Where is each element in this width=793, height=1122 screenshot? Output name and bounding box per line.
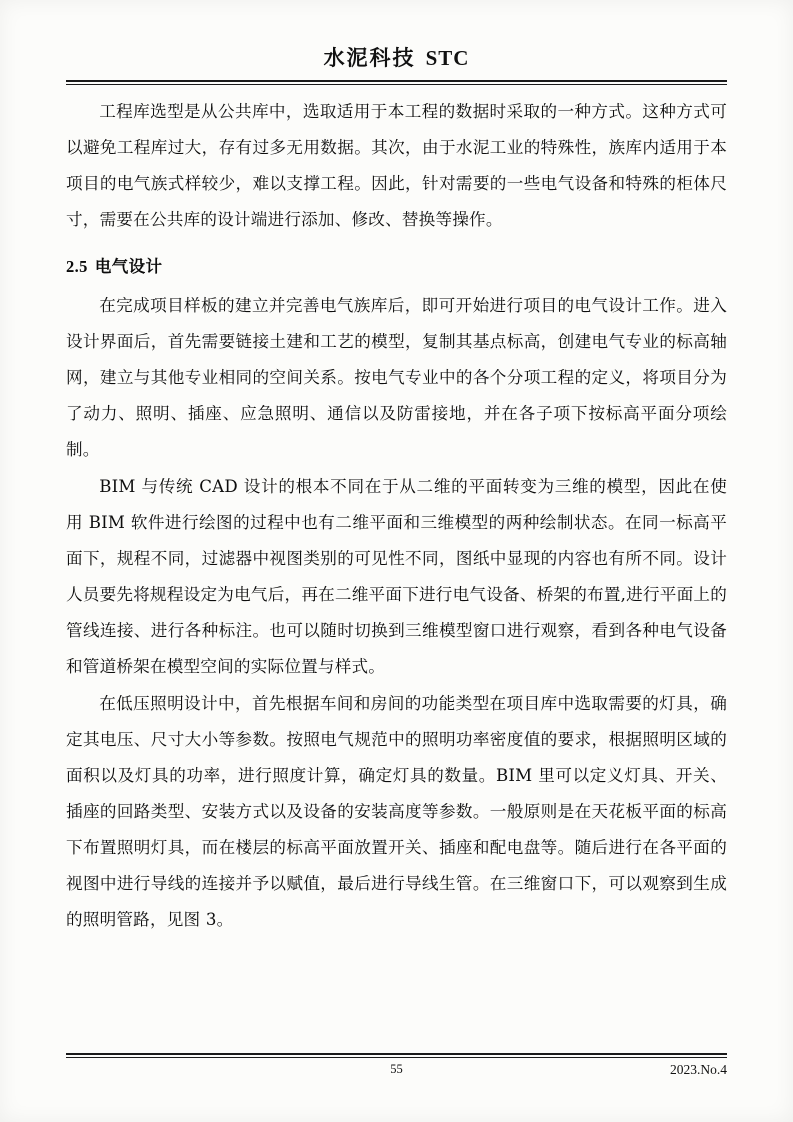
page-number: 55 [390,1062,403,1076]
section-heading [66,250,727,284]
section-title: 电气设计 [94,257,163,276]
paragraph: BIM 与传统 CAD 设计的根本不同在于从二维的平面转变为三维的模型，因此在使用 BIM 软件进行绘图的过程中也有二维平面和三维模型的两种绘制状态。在同一标高平面下，规程不同，过滤器中视图类别的可见性不同，图纸中显现的内容也有所不同。设计人员要先将规程设定为电气后，再在二维平面下进行电气设备、桥架的布置,进行平面上的管线连接、进行各种标注。也可以随时切换到三维模型窗口进行观察，看到各种电气设备和管道桥架在模型空间的实际位置与样式。 [66,477,727,676]
section-number: 2.5 [66,257,88,276]
header-divider-thick [66,80,727,82]
footer-issue: 2023.No.4 [670,1062,727,1077]
journal-title-abbr: STC [425,46,470,70]
paragraph: 在低压照明设计中，首先根据车间和房间的功能类型在项目库中选取需要的灯具，确定其电压、尺寸大小等参数。按照电气规范中的照明功率密度值的要求，根据照明区域的面积以及灯具的功率，进行照度计算，确定灯具的数量。BIM 里可以定义灯具、开关、插座的回路类型、安装方式以及设备的安装高度等参数。一般原则是在天花板平面的标高下布置照明灯具，而在楼层的标高平面放置开关、插座和配电盘等。随后进行在各平面的视图中进行导线的连接并予以赋值，最后进行导线生管。在三维窗口下，可以观察到生成的照明管路，见图 3。 [66,694,727,929]
footer-divider-thick [66,1053,727,1055]
journal-title-cn: 水泥科技 [323,45,416,70]
paragraph: 在完成项目样板的建立并完善电气族库后，即可开始进行项目的电气设计工作。进入设计界面后，首先需要链接土建和工艺的模型，复制其基点标高，创建电气专业的标高轴网，建立与其他专业相同的空间关系。按电气专业中的各个分项工程的定义，将项目分为了动力、照明、插座、应急照明、通信以及防雷接地，并在各子项下按标高平面分项绘制。 [66,296,727,459]
paragraph: 工程库选型是从公共库中，选取适用于本工程的数据时采取的一种方式。这种方式可以避免工程库过大，存有过多无用数据。其次，由于水泥工业的特殊性，族库内适用于本项目的电气族式样较少，难以支撑工程。因此，针对需要的一些电气设备和特殊的柜体尺寸，需要在公共库的设计端进行添加、修改、替换等操作。 [66,102,727,229]
page-footer [66,1062,727,1084]
page-header [0,42,793,72]
page-content [66,94,727,939]
footer-divider-thin [66,1057,727,1058]
journal-title [324,42,470,72]
header-divider-thin [66,84,727,85]
